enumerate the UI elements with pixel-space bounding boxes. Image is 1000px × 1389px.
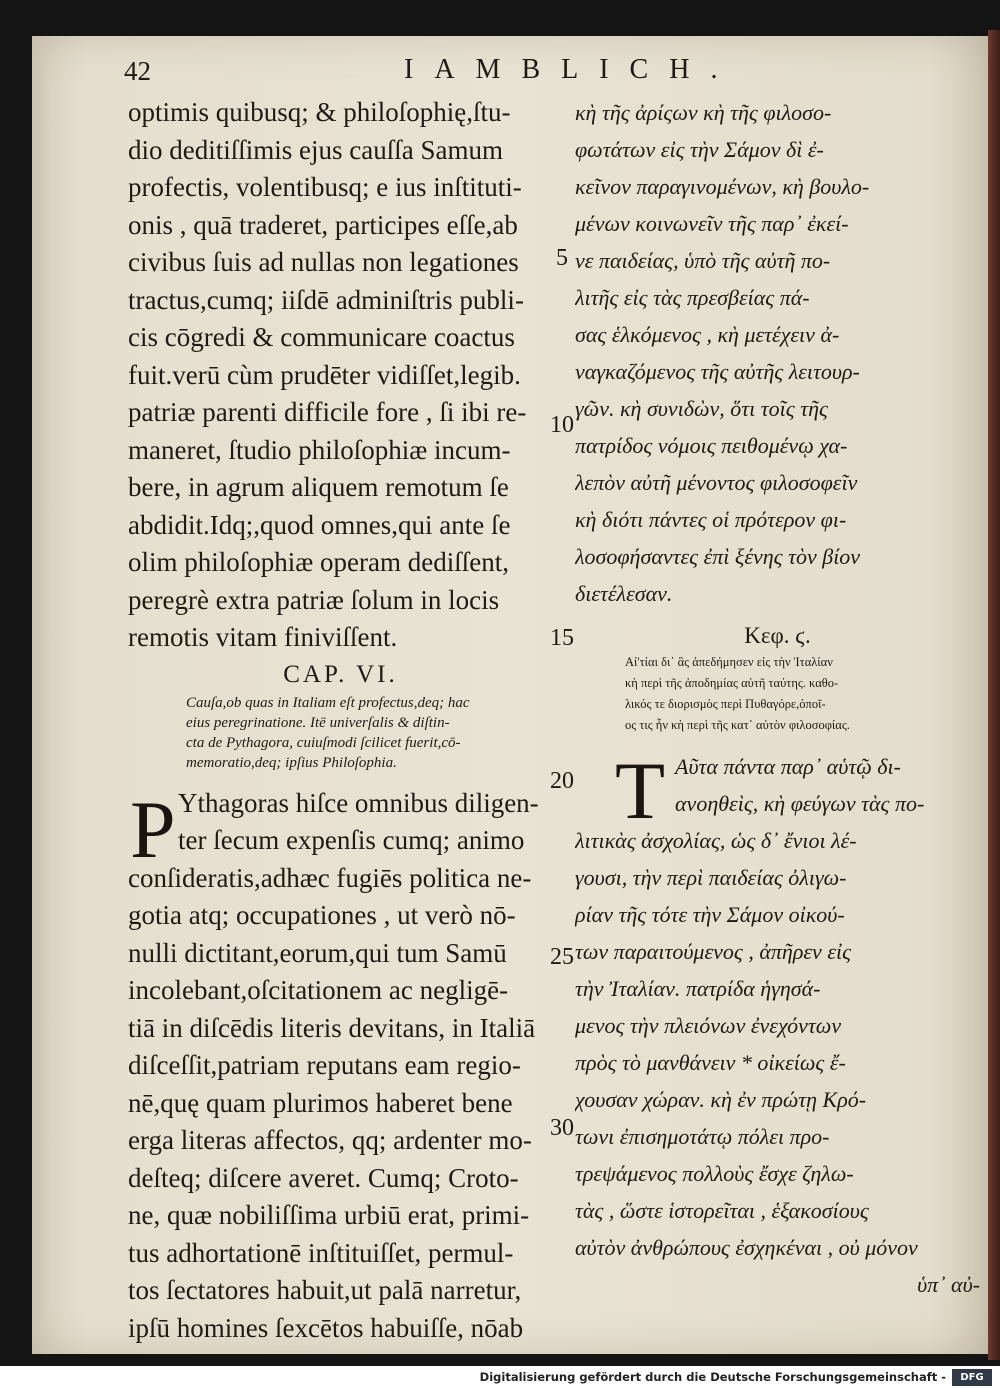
text-line: λεπὸν αὐτῆ μένοντος φιλοσοφεῖν bbox=[575, 470, 858, 495]
text-line: πατρίδος νόμοις πειθομένῳ χα- bbox=[575, 433, 848, 458]
running-head bbox=[32, 50, 988, 90]
text-line: τρεψάμενος πολλοὺς ἔσχε ζηλω- bbox=[575, 1161, 854, 1186]
text-line: conſideratis,adhæc fugiēs politica ne- bbox=[128, 862, 532, 893]
page-number: 42 bbox=[124, 56, 151, 86]
text-line: tractus,cumq; iiſdē adminiſtris publi- bbox=[128, 284, 524, 315]
text-line: διετέλεσαν. bbox=[575, 581, 673, 606]
funding-notice: Digitalisierung gefördert durch die Deutsche Forschungsgemeinschaft - bbox=[479, 1370, 946, 1384]
text-line: nulli dictitant,eorum,qui tum Samū bbox=[128, 937, 507, 968]
running-title: IAMBLICH. bbox=[404, 54, 739, 85]
text-line: φωτάτων εἰς τὴν Σάμον δὶ ἐ- bbox=[575, 137, 824, 162]
text-line: νε παιδείας, ὑπὸ τῆς αὐτῆ πο- bbox=[575, 248, 831, 273]
latin-text-before bbox=[128, 94, 553, 657]
text-line: cis cōgredi & communicare coactus bbox=[128, 322, 515, 352]
line-number: 20 bbox=[550, 768, 574, 794]
text-line: maneret, ſtudio philoſophiæ incum- bbox=[128, 434, 511, 465]
summary-line: memoratio,deq; ipſius Philoſophia. bbox=[186, 754, 397, 771]
text-line: χουσαν χώραν. κὴ ἐν πρώτῃ Κρό- bbox=[575, 1087, 867, 1112]
text-line: gotia atq; occupationes , ut verò nō- bbox=[128, 900, 516, 930]
text-line: incolebant,oſcitationem ac negligē- bbox=[128, 975, 509, 1005]
text-line: abdidit.Idq;,quod omnes,qui ante ſe bbox=[128, 509, 511, 540]
summary-line: Cauſa,ob quas in Italiam eſt profectus,deq; hac bbox=[186, 694, 470, 711]
text-line: ter ſecum expenſis cumq; animo bbox=[178, 825, 525, 855]
text-line: tiā in diſcēdis literis devitans, in Italiā bbox=[128, 1012, 536, 1043]
text-line: ανοηθεὶς, κὴ φεύγων τὰς πο- bbox=[675, 791, 925, 816]
greek-column bbox=[575, 94, 980, 1303]
text-line: γῶν. κὴ συνιδὼν, ὅτι τοῖς τῆς bbox=[575, 396, 828, 421]
text-line: patriæ parenti difficile fore , ſi ibi re- bbox=[128, 397, 527, 427]
footer-bar bbox=[0, 1366, 1000, 1389]
text-line: μενος τὴν πλειόνων ἐνεχόντων bbox=[575, 1013, 842, 1038]
chapter-heading-latin: CAP. VI. bbox=[283, 660, 398, 688]
line-number: 15 bbox=[550, 625, 574, 651]
text-line: diſceſſit,patriam reputans eam regio- bbox=[128, 1050, 521, 1080]
greek-text-before bbox=[575, 94, 980, 612]
text-line: λιτῆς εἰς τὰς πρεσβείας πά- bbox=[575, 285, 810, 310]
text-line: πρὸς τὸ μανθάνειν * οἰκείως ἔ- bbox=[575, 1050, 846, 1075]
summary-line: ος τις ἦν κὴ περὶ τῆς κατ᾽ αὐτὸν φιλοσοφίας. bbox=[625, 718, 850, 732]
text-line: Αῦτα πάντα παρ᾽ αὑτῷ δι- bbox=[675, 754, 901, 779]
book-page bbox=[32, 36, 988, 1354]
text-line: των παραιτούμενος , ἀπῆρεν εἰς bbox=[575, 939, 852, 964]
text-line: optimis quibusq; & philoſophię,ſtu- bbox=[128, 97, 511, 127]
summary-line: cta de Pythagora, cuiuſmodi ſcilicet fuerit,cō- bbox=[186, 734, 461, 751]
text-line: deſteq; diſcere averet. Cumq; Croto- bbox=[128, 1162, 519, 1193]
text-line: ρίαν τῆς τότε τὴν Σάμον οἰκού- bbox=[575, 902, 845, 927]
summary-line: eius peregrinatione. Itē univerſalis & diſtin- bbox=[186, 714, 450, 731]
chapter-summary-greek bbox=[575, 652, 980, 736]
text-line: κὴ τῆς ἀρίςων κὴ τῆς φιλοσο- bbox=[575, 100, 832, 125]
text-line: remotis vitam finiviſſent. bbox=[128, 622, 398, 652]
text-line: nē,quę quam plurimos haberet bene bbox=[128, 1087, 513, 1118]
latin-body bbox=[128, 785, 553, 1348]
latin-column bbox=[128, 94, 553, 1347]
line-number: 25 bbox=[550, 944, 574, 970]
text-line: ὑπ᾽ αὐ- bbox=[917, 1272, 980, 1297]
chapter-summary-latin bbox=[128, 693, 553, 773]
line-number: 10 bbox=[550, 412, 574, 438]
dfg-logo: DFG bbox=[952, 1369, 992, 1386]
text-line: γουσι, τὴν περὶ παιδείας ὀλιγω- bbox=[575, 865, 847, 890]
text-line: σας ἑλκόμενος , κὴ μετέχειν ἀ- bbox=[575, 322, 840, 347]
text-line: αὐτὸν ἀνθρώπους ἐσχηκέναι , οὐ μόνον bbox=[575, 1235, 918, 1260]
text-line: τὴν Ἰταλίαν. πατρίδα ἡγησά- bbox=[575, 976, 821, 1001]
summary-line: Αἰ'τίαι δι᾽ ἃς ἀπεδήμησεν εἰς τὴν Ἰταλίαν bbox=[625, 655, 833, 669]
text-line: τὰς , ὥστε ἱστορεῖται , ἑξακοσίους bbox=[575, 1198, 869, 1223]
summary-line: κὴ περὶ τῆς ἀποδημίας αὐτῆ ταύτης. καθο- bbox=[625, 676, 839, 690]
text-line: erga literas affectos, qq; ardenter mo- bbox=[128, 1125, 532, 1155]
text-line: tos ſectatores habuit,ut palā narretur, bbox=[128, 1275, 522, 1305]
greek-body bbox=[575, 745, 980, 1303]
line-number: 30 bbox=[550, 1115, 574, 1141]
text-line: ne, quæ nobiliſſima urbiū erat, primi- bbox=[128, 1200, 530, 1230]
text-line: μένων κοινωνεῖν τῆς παρ᾽ ἐκεί- bbox=[575, 211, 849, 236]
text-line: κεῖνον παραγινομένων, κὴ βουλο- bbox=[575, 174, 870, 199]
text-line: κὴ διότι πάντες οἱ πρότερον φι- bbox=[575, 507, 847, 532]
text-line: profectis, volentibusq; e ius inſtituti- bbox=[128, 172, 522, 202]
text-line: ναγκαζόμενος τῆς αὐτῆς λειτουρ- bbox=[575, 359, 860, 384]
drop-cap: T bbox=[615, 745, 666, 836]
drop-cap: P bbox=[130, 783, 176, 875]
text-line: tus adhortationē inſtituiſſet, permul- bbox=[128, 1237, 514, 1268]
text-line: Ythagoras hiſce omnibus diligen- bbox=[178, 787, 539, 818]
text-line: dio deditiſſimis ejus cauſſa Samum bbox=[128, 134, 503, 165]
text-line: λιτικὰς ἀσχολίας, ὡς δ᾽ ἔνιοι λέ- bbox=[575, 828, 857, 853]
text-line: λοσοφήσαντες ἐπὶ ξένης τὸν βίον bbox=[575, 544, 861, 569]
text-line: ipſū homines ſexcētos habuiſſe, nōab bbox=[128, 1312, 524, 1343]
text-line: bere, in agrum aliquem remotum ſe bbox=[128, 472, 509, 502]
summary-line: λικός τε διορισμὸς περὶ Πυθαγόρε,ὁποῖ- bbox=[625, 697, 826, 711]
text-line: τωνι ἐπισημοτάτῳ πόλει προ- bbox=[575, 1124, 830, 1149]
text-line: civibus ſuis ad nullas non legationes bbox=[128, 247, 519, 277]
text-line: fuit.verū cùm prudēter vidiſſet,legib. bbox=[128, 359, 521, 390]
text-line: peregrè extra patriæ ſolum in locis bbox=[128, 584, 500, 615]
text-line: olim philoſophiæ operam dediſſent, bbox=[128, 547, 509, 577]
book-edge bbox=[988, 30, 1000, 1360]
text-line: onis , quā traderet, participes eſſe,ab bbox=[128, 209, 518, 240]
chapter-heading-greek: Κεφ. ϛ. bbox=[744, 623, 811, 648]
line-number: 5 bbox=[556, 245, 568, 271]
